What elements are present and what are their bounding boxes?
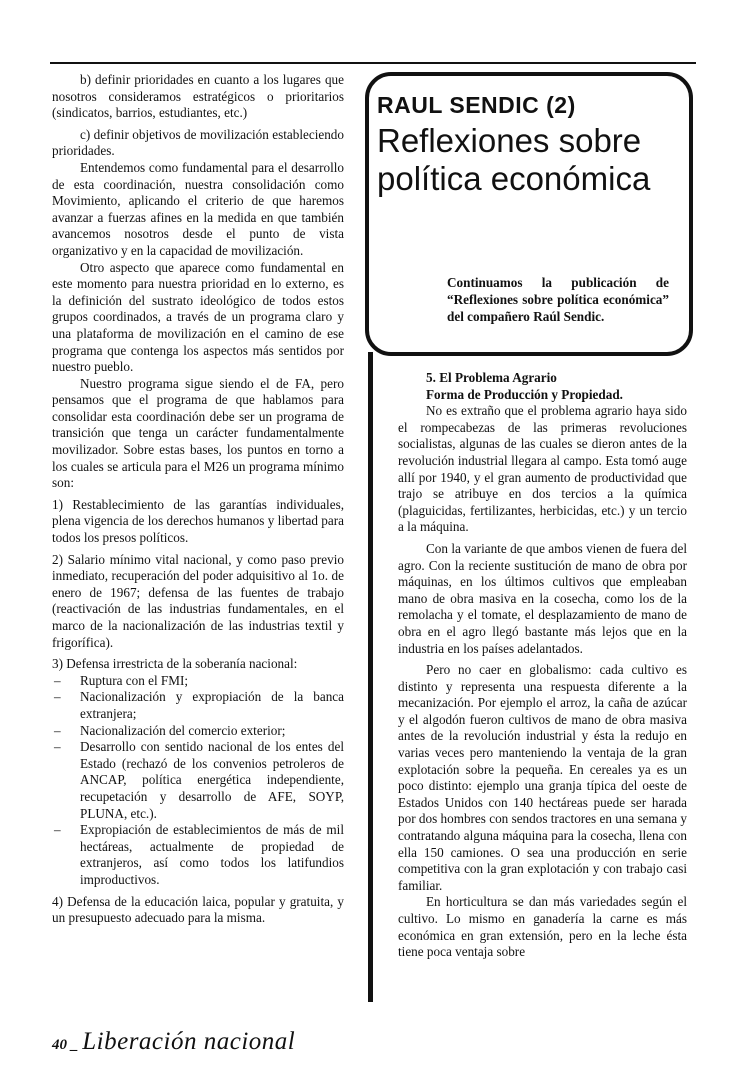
article-intro: Continuamos la publicación de “Reflexiones sobre política económica” del compañero Raúl Sendic. xyxy=(447,275,669,324)
list-item: – Ruptura con el FMI; xyxy=(52,673,344,690)
left-column xyxy=(52,72,344,927)
paragraph-c: c) definir objetivos de movilización estableciendo prioridades. xyxy=(52,126,344,159)
top-rule xyxy=(50,62,696,64)
magazine-logo: Liberación nacional xyxy=(82,1028,296,1055)
column-divider xyxy=(368,352,373,1002)
page-footer xyxy=(52,1028,295,1056)
article-title: Reflexiones sobre política económica xyxy=(377,122,651,197)
paragraph-agrarian-problem: No es extraño que el problema agrario haya sido el rompecabezas de las primeras revoluciones socialistas, algunas de las cuales se dieron antes de la revolución industrial llegara al campo. Esta tomó auge allí por 1940, y el gran aumento de productividad que trajo se atribuye en dos tercios a la química (plaguicidas, fertilizantes, herbicidas, etc.) y un tercio a la máquina. xyxy=(398,403,687,535)
list-item: – Expropiación de establecimientos de más de mil hectáreas, actualmente de propiedad de extranjeros, así como todos los latifundios improductivos. xyxy=(52,822,344,888)
section-heading: 5. El Problema Agrario xyxy=(426,370,557,385)
list-item: – Nacionalización y expropiación de la banca extranjera; xyxy=(52,689,344,722)
list-item: – Nacionalización del comercio exterior; xyxy=(52,723,344,740)
page-number: 40 _ xyxy=(52,1037,79,1053)
program-point-1: 1) Restablecimiento de las garantías individuales, plena vigencia de los derechos humanos y libertad para todos los presos políticos. xyxy=(52,496,344,546)
paragraph-horticulture: En horticultura se dan más variedades según el cultivo. Lo mismo en ganadería la carne es más económica en gran extensión, pero en la leche ésta tiene poca ventaja sobre xyxy=(398,894,687,960)
paragraph-coordination: Entendemos como fundamental para el desarrollo de esta coordinación, nuestra consolidación como Movimiento, aplicando el criterio de que haremos avanzar a fuerzas afines en la medida en que también avancemos nosotros desde el punto de vista organizativo y en la capacidad de movilización. xyxy=(52,159,344,258)
article-title-box xyxy=(365,72,693,356)
list-item: – Desarrollo con sentido nacional de los entes del Estado (rechazó de los convenios petroleros de ANCAP, política energética independiente, recupetación y desarrollo de AFE, SOYP, PLUNA, etc.). xyxy=(52,739,344,822)
right-column xyxy=(398,370,687,961)
program-point-3: 3) Defensa irrestricta de la soberanía nacional: xyxy=(52,656,298,672)
author-name: RAUL SENDIC (2) xyxy=(377,92,576,118)
paragraph-program: Nuestro programa sigue siendo el de FA, pero pensamos que el programa de que hablamos para consolidar esta coordinación debe ser un programa de transición que tenga un carácter fundamentalmente movilizador. Sobre estas bases, los puntos en torno a los cuales se articula para el M26 un programa mínimo son: xyxy=(52,375,344,491)
sovereignty-list xyxy=(52,673,344,889)
program-point-2: 2) Salario mínimo vital nacional, y como paso previo inmediato, recuperación del poder adquisitivo al 1o. de enero de 1967; defensa de las fuentes de trabajo (reactivación de las industrias fundamentales, en el marco de la nacionalización de las industrias textil y frigorífica). xyxy=(52,551,344,650)
paragraph-b: b) definir prioridades en cuanto a los lugares que nosotros consideramos estratégicos o prioritarios (sindicatos, barrios, estudiantes, etc.) xyxy=(52,72,344,121)
paragraph-globalism: Pero no caer en globalismo: cada cultivo es distinto y representa una respuesta diferente a la mecanización. Por ejemplo el arroz, la caña de azúcar y el algodón fueron cultivos de mano de obra masiva antes de la revolución industrial y ésta la redujo en varias veces pero manteniendo la ventaja de la gran explotación sobre la pequeña. En cereales ya es un poco distinto: ejemplo una granja típica del oeste de Estados Unidos con 140 hectáreas puede ser harada por dos hombres con sendos tractores en una semana y contratando alguna máquina para la cosecha, llena con ella 150 camiones. O sea una producción en serie competitiva con la gran explotación y con trabajo casi familiar. xyxy=(398,662,687,893)
section-subheading: Forma de Producción y Propiedad. xyxy=(426,386,623,402)
program-point-4: 4) Defensa de la educación laica, popular y gratuita, y un presupuesto adecuado para la misma. xyxy=(52,893,344,926)
paragraph-mechanization: Con la variante de que ambos vienen de fuera del agro. Con la reciente sustitución de mano de obra por máquinas, en los últimos cultivos que empleaban mano de obra masiva en la cosecha, como los de la remolacha y el tomate, el desplazamiento de mano de obra en el agro llegó bastante más lejos que en la industria en los países adelantados. xyxy=(398,540,687,656)
paragraph-ideological: Otro aspecto que aparece como fundamental en este momento para nuestra prioridad en lo externo, es la definición del sustrato ideológico de todos estos grupos coordinados, a través de un programa claro y una plataforma de movilización en el camino de ese programa que contenga los aspectos más sentidos por nuestro pueblo. xyxy=(52,259,344,375)
